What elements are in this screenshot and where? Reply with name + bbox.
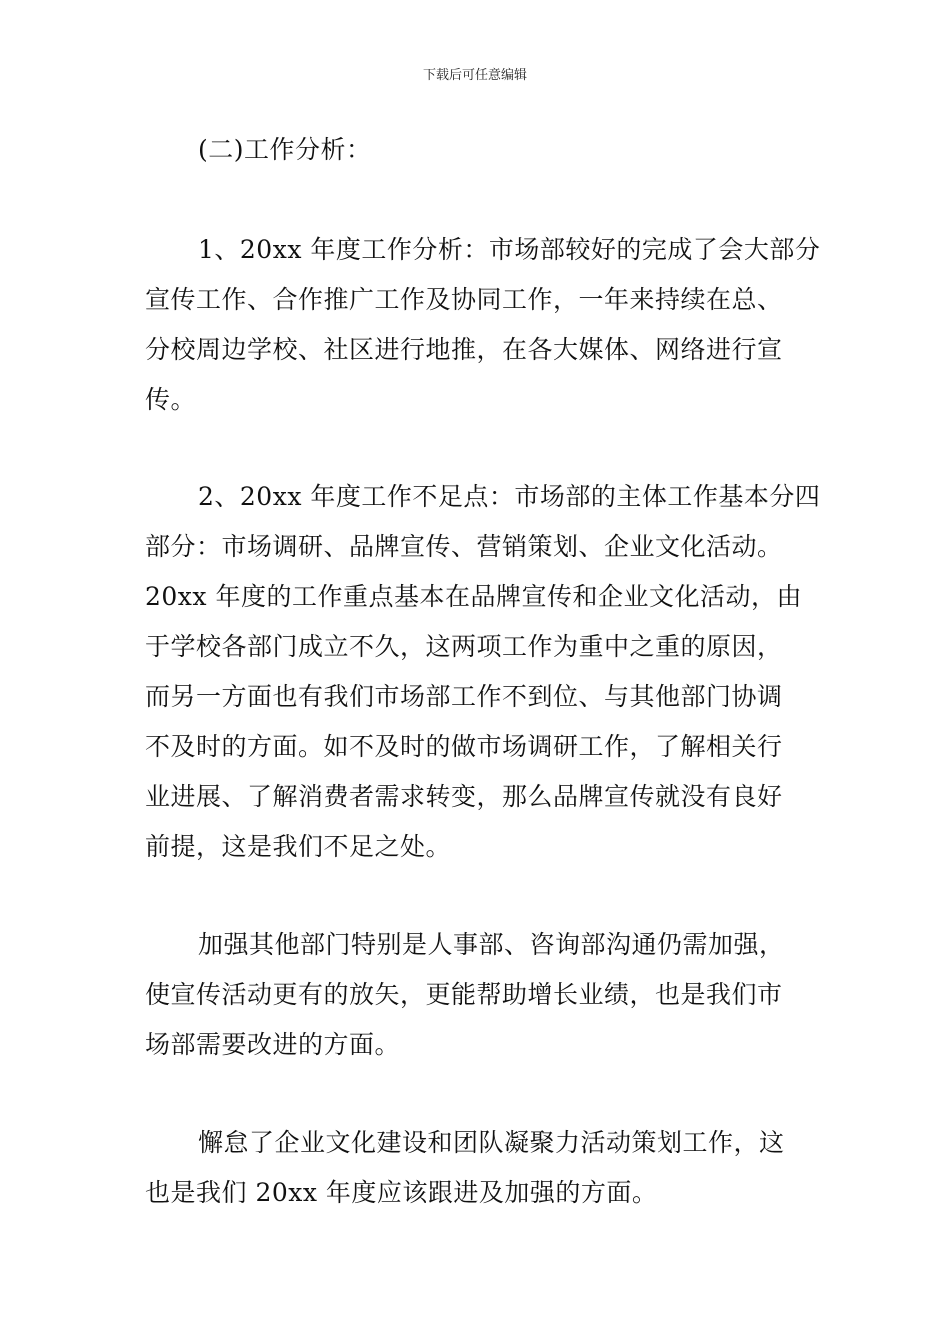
paragraph-line: 分校周边学校、社区进行地推，在各大媒体、网络进行宣 bbox=[145, 335, 783, 364]
paragraph-line: 而另一方面也有我们市场部工作不到位、与其他部门协调 bbox=[145, 682, 783, 711]
paragraph-line: 场部需要改进的方面。 bbox=[145, 1030, 401, 1059]
paragraph-line: 传。 bbox=[145, 385, 197, 414]
page-header: 下载后可任意编辑 bbox=[422, 68, 527, 83]
paragraph-line: 20xx 年度的工作重点基本在品牌宣传和企业文化活动，由 bbox=[145, 582, 802, 611]
paragraph-line: 2、20xx 年度工作不足点：市场部的主体工作基本分四 bbox=[198, 482, 821, 511]
paragraph-line: 业进展、了解消费者需求转变，那么品牌宣传就没有良好 bbox=[145, 782, 783, 811]
paragraph-line: 也是我们 20xx 年度应该跟进及加强的方面。 bbox=[145, 1178, 658, 1207]
paragraph-line: 部分：市场调研、品牌宣传、营销策划、企业文化活动。 bbox=[145, 532, 783, 561]
paragraph-line: 加强其他部门特别是人事部、咨询部沟通仍需加强， bbox=[198, 930, 785, 959]
paragraph-line: 使宣传活动更有的放矢，更能帮助增长业绩，也是我们市 bbox=[145, 980, 783, 1009]
paragraph-line: 不及时的方面。如不及时的做市场调研工作，了解相关行 bbox=[145, 732, 783, 761]
paragraph-line: 于学校各部门成立不久，这两项工作为重中之重的原因， bbox=[145, 632, 783, 661]
section-heading: (二)工作分析： bbox=[198, 135, 372, 164]
paragraph-line: 宣传工作、合作推广工作及协同工作，一年来持续在总、 bbox=[145, 285, 783, 314]
paragraph-line: 1、20xx 年度工作分析：市场部较好的完成了会大部分 bbox=[198, 235, 821, 264]
paragraph-line: 前提，这是我们不足之处。 bbox=[145, 832, 452, 861]
paragraph-line: 懈怠了企业文化建设和团队凝聚力活动策划工作，这 bbox=[198, 1128, 785, 1157]
